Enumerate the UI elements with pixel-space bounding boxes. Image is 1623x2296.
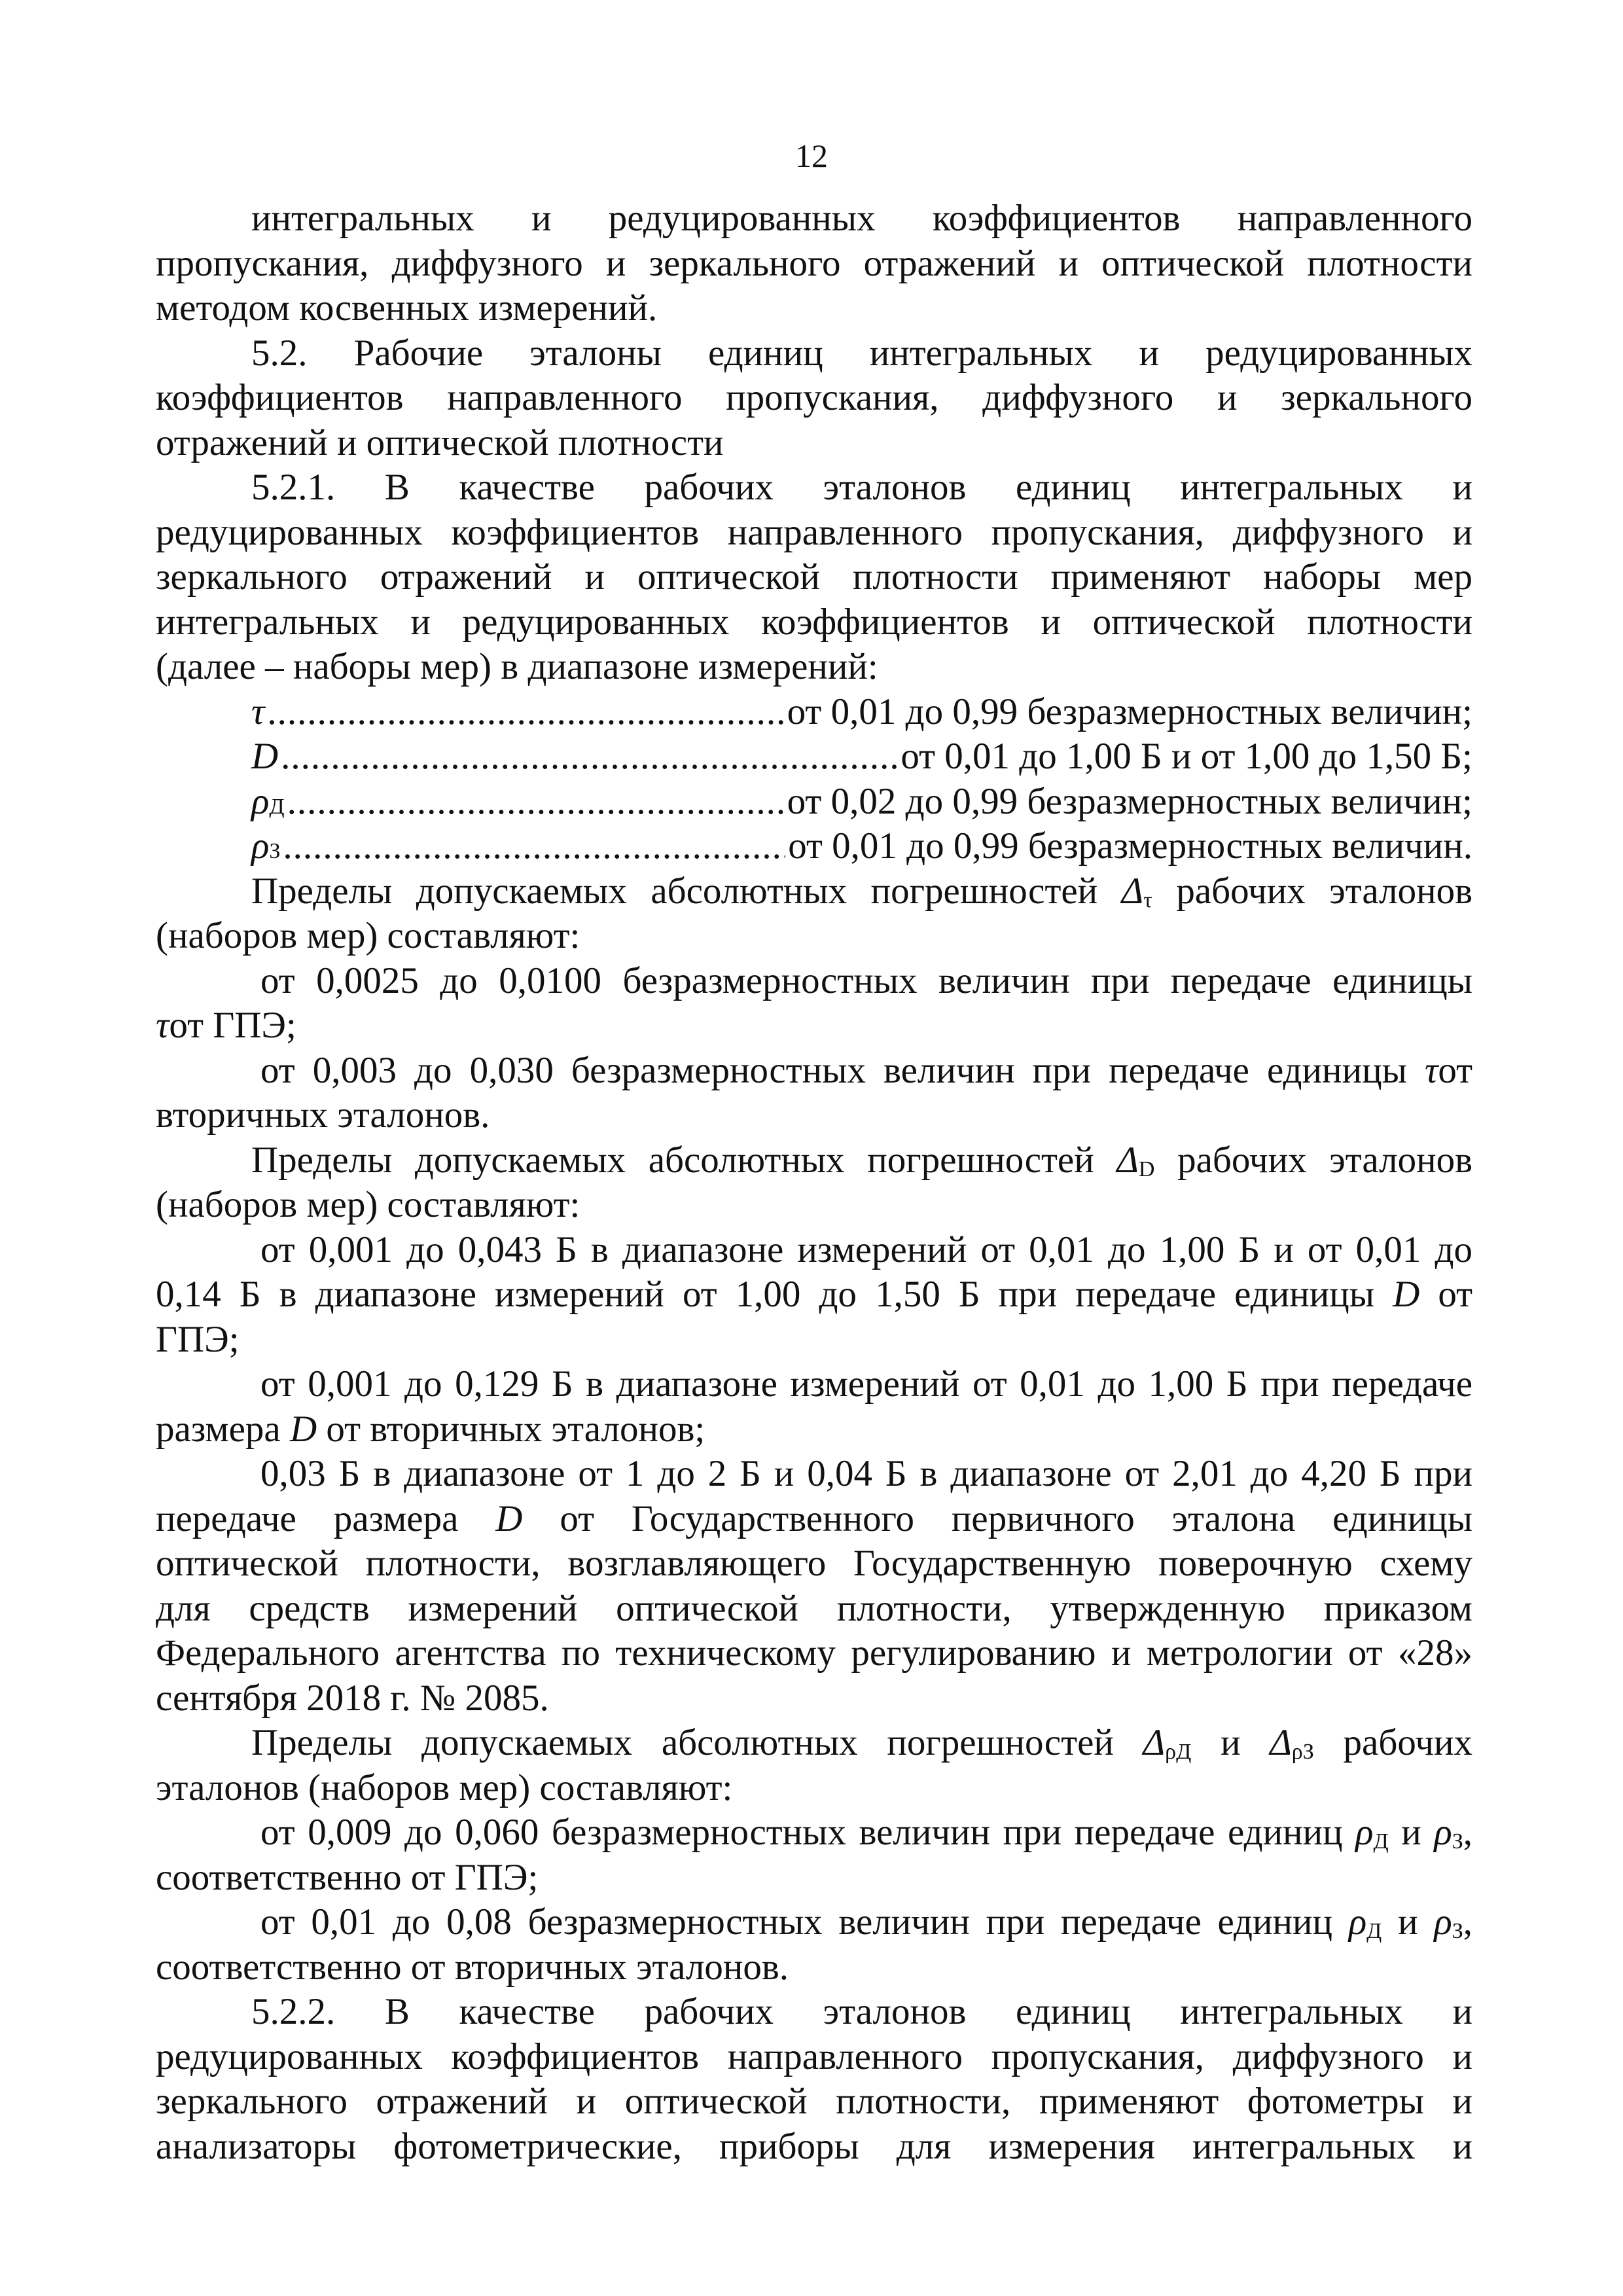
text-line: ГПЭ; xyxy=(156,1318,240,1360)
rho-symbol: ρ xyxy=(1434,1812,1452,1853)
text-line: зеркального отражений и оптической плотности, применяют фотометры и xyxy=(156,2081,1472,2122)
text-span: от Государственного первичного эталона единицы xyxy=(560,1498,1472,1539)
text-line xyxy=(156,1810,1472,1856)
rho-sub: Д xyxy=(1373,1829,1389,1854)
text-span: от 0,01 до 0,08 безразмерностных величин при передаче единиц xyxy=(260,1901,1333,1943)
tau-symbol: τ xyxy=(156,1005,169,1046)
text-span: , xyxy=(1463,1901,1472,1943)
range-value: от 0,01 до 0,99 безразмерностных величин; xyxy=(787,691,1472,732)
range-value: от 0,02 до 0,99 безразмерностных величин; xyxy=(787,780,1472,822)
d-symbol: D xyxy=(1393,1274,1420,1315)
rho-symbol: ρ xyxy=(1355,1812,1374,1853)
text-line xyxy=(156,1721,1472,1766)
text-line: эталонов (наборов мер) составляют: xyxy=(156,1767,733,1808)
rho-symbol: ρ xyxy=(1348,1901,1367,1943)
text-span: , xyxy=(1463,1812,1472,1853)
text-line xyxy=(156,1049,1472,1094)
section-heading: 5.2. Рабочие эталоны единиц интегральных и редуцированных xyxy=(251,332,1472,374)
text-line: интегральных и редуцированных коэффициентов и оптической плотности xyxy=(156,601,1472,643)
text-line: от 0,001 до 0,129 Б в диапазоне измерений от 0,01 до 1,00 Б при передаче xyxy=(260,1363,1472,1405)
text-span: Пределы допускаемых абсолютных погрешностей xyxy=(251,1722,1114,1763)
text-span: рабочих xyxy=(1343,1722,1472,1763)
rho-sub: З xyxy=(1452,1919,1463,1943)
text-span: Пределы допускаемых абсолютных погрешностей xyxy=(251,1139,1094,1181)
text-span: рабочих эталонов xyxy=(1176,870,1472,912)
text-line: редуцированных коэффициентов направленного пропускания, диффузного и xyxy=(156,511,1472,553)
text-line: сентября 2018 г. № 2085. xyxy=(156,1677,549,1719)
d-symbol: D xyxy=(495,1498,523,1539)
section-heading: отражений и оптической плотности xyxy=(156,422,724,463)
text-line xyxy=(156,1497,1472,1542)
text-line: оптической плотности, возглавляющего Государственную поверочную схему xyxy=(156,1543,1472,1584)
leader-dots xyxy=(267,690,784,735)
text-line xyxy=(156,1272,1472,1318)
range-row-rho-z: ρ З ..... от 0,01 до 0,99 безразмерностных величин. xyxy=(156,824,1472,869)
page-body xyxy=(156,196,1472,2169)
text-line: для средств измерений оптической плотности, утвержденную приказом xyxy=(156,1587,1472,1629)
text-line xyxy=(156,1900,1472,1945)
text-span: от ГПЭ; xyxy=(169,1005,296,1046)
delta-sub: ρД xyxy=(1165,1740,1192,1764)
text-span: передаче размера xyxy=(156,1498,459,1539)
text-line: соответственно от вторичных эталонов. xyxy=(156,1946,789,1988)
text-span: от 0,009 до 0,060 безразмерностных величин при передаче единиц xyxy=(260,1812,1343,1853)
text-span: и xyxy=(1221,1722,1241,1763)
text-span: 0,14 Б в диапазоне измерений от 1,00 до 1,50 Б при передаче единицы xyxy=(156,1274,1375,1315)
delta-sub: ρЗ xyxy=(1291,1740,1314,1764)
range-row-tau xyxy=(156,690,1472,735)
text-line xyxy=(156,1407,1472,1452)
d-symbol: D xyxy=(289,1408,317,1450)
text-span: от 0,003 до 0,030 безразмерностных величин при передаче единицы xyxy=(260,1049,1407,1091)
text-line: пропускания, диффузного и зеркального отражений и оптической плотности xyxy=(156,242,1472,284)
range-symbol: ρ xyxy=(251,825,270,867)
delta-symbol: Δ xyxy=(1121,870,1144,912)
range-value: от 0,01 до 1,00 Б и от 1,00 до 1,50 Б; xyxy=(901,736,1472,777)
text-span: и xyxy=(1401,1812,1421,1853)
delta-symbol: Δ xyxy=(1116,1139,1139,1181)
text-span: размера xyxy=(156,1408,281,1450)
text-line xyxy=(156,1003,1472,1049)
section-heading: коэффициентов направленного пропускания, диффузного и зеркального xyxy=(156,377,1472,418)
text-line: 5.2.1. В качестве рабочих эталонов единиц интегральных и xyxy=(251,467,1472,508)
rho-sub: З xyxy=(1452,1829,1463,1854)
delta-sub: D xyxy=(1138,1157,1155,1181)
text-span: от xyxy=(1438,1049,1472,1091)
range-symbol: ρ xyxy=(251,780,270,822)
range-value: от 0,01 до 0,99 безразмерностных величин. xyxy=(788,825,1472,867)
text-line: анализаторы фотометрические, приборы для измерения интегральных и xyxy=(156,2125,1472,2167)
text-line: редуцированных коэффициентов направленного пропускания, диффузного и xyxy=(156,2036,1472,2077)
delta-symbol: Δ xyxy=(1270,1722,1292,1763)
text-line: от 0,0025 до 0,0100 безразмерностных величин при передаче единицы xyxy=(260,960,1472,1001)
leader-dots xyxy=(287,780,785,825)
text-span: рабочих эталонов xyxy=(1177,1139,1472,1181)
text-line: вторичных эталонов. xyxy=(156,1094,490,1136)
text-line: (наборов мер) составляют: xyxy=(156,1184,580,1225)
rho-sub: Д xyxy=(1366,1919,1382,1943)
tau-symbol: τ xyxy=(1424,1049,1438,1091)
leader-dots xyxy=(283,824,785,869)
delta-symbol: Δ xyxy=(1143,1722,1166,1763)
rho-symbol: ρ xyxy=(1434,1901,1452,1943)
delta-sub: τ xyxy=(1143,888,1152,912)
text-span: и xyxy=(1398,1901,1418,1943)
text-span: от вторичных эталонов; xyxy=(326,1408,705,1450)
leader-dots xyxy=(281,734,898,780)
text-line: соответственно от ГПЭ; xyxy=(156,1856,539,1898)
page-number: 12 xyxy=(795,137,828,174)
text-line: 0,03 Б в диапазоне от 1 до 2 Б и 0,04 Б в диапазоне от 2,01 до 4,20 Б при xyxy=(260,1453,1472,1494)
text-line xyxy=(156,869,1472,914)
text-line: 5.2.2. В качестве рабочих эталонов единиц интегральных и xyxy=(251,1991,1472,2032)
range-symbol: D xyxy=(251,736,279,777)
range-symbol: τ xyxy=(251,691,265,732)
range-row-d xyxy=(156,734,1472,780)
text-span: от xyxy=(1438,1274,1472,1315)
text-line: интегральных и редуцированных коэффициентов направленного xyxy=(251,198,1472,239)
text-line: Федерального агентства по техническому регулированию и метрологии от «28» xyxy=(156,1632,1472,1674)
range-row-rho-d: ρ Д ..... от 0,02 до 0,99 безразмерностных величин; xyxy=(156,780,1472,825)
text-line: методом косвенных измерений. xyxy=(156,287,658,329)
text-line: (далее – наборы мер) в диапазоне измерений: xyxy=(156,646,878,687)
text-line: от 0,001 до 0,043 Б в диапазоне измерений от 0,01 до 1,00 Б и от 0,01 до xyxy=(260,1229,1472,1270)
text-line: (наборов мер) составляют: xyxy=(156,915,580,956)
text-line: зеркального отражений и оптической плотности применяют наборы мер xyxy=(156,556,1472,598)
text-line xyxy=(156,1138,1472,1183)
text-span: Пределы допускаемых абсолютных погрешностей xyxy=(251,870,1098,912)
